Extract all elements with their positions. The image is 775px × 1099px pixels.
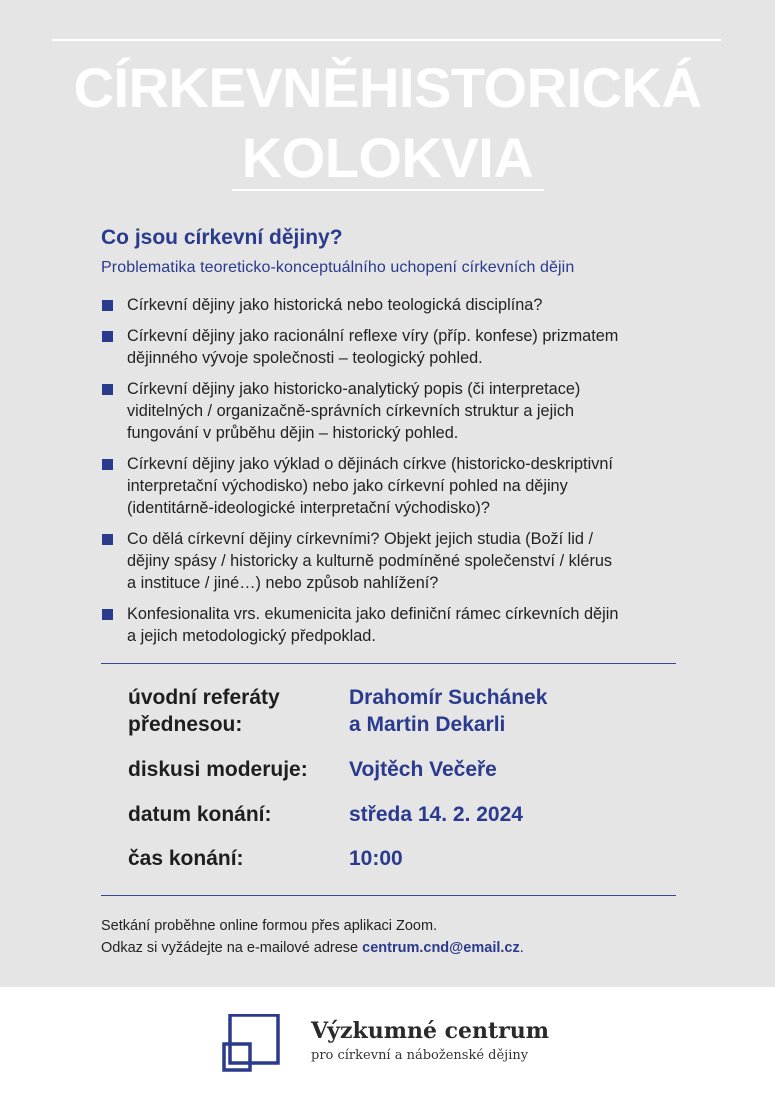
online-note: Setkání proběhne online formou přes aplikaci Zoom. [101, 918, 438, 934]
list-item [101, 603, 731, 647]
list-item [101, 378, 731, 444]
list-item-line: a instituce / jiné…) nebo způsob nahlížení? [127, 574, 439, 592]
speakers-label-line-1: úvodní referáty [128, 686, 280, 709]
speakers-value-line-1: Drahomír Suchánek [349, 686, 548, 709]
square-bullet-icon [102, 384, 113, 395]
date-label: datum konání: [128, 803, 272, 826]
contact-email-link[interactable]: centrum.cnd@email.cz [362, 940, 520, 956]
logo-title: Výzkumné centrum [311, 1018, 550, 1044]
list-item-line: Konfesionalita vrs. ekumenicita jako definiční rámec církevních dějin [127, 605, 619, 623]
research-centre-logo-icon [222, 1014, 282, 1074]
list-item-line: fungování v průběhu dějin – historický pohled. [127, 424, 459, 442]
time-value: 10:00 [349, 847, 403, 870]
date-value: středa 14. 2. 2024 [349, 803, 523, 826]
square-bullet-icon [102, 331, 113, 342]
speakers-label [128, 684, 280, 738]
logo-subtitle: pro církevní a náboženské dějiny [311, 1048, 529, 1063]
speakers-value [349, 684, 547, 738]
list-item-line: Církevní dějiny jako racionální reflexe víry (příp. konfese) prizmatem [127, 327, 619, 345]
top-divider [52, 39, 721, 41]
speakers-value-line-2: a Martin Dekarli [349, 713, 506, 736]
list-item-line: Co dělá církevní dějiny církevními? Objekt jejich studia (Boží lid / [127, 530, 594, 548]
list-item-line: a jejich metodologický předpoklad. [127, 627, 376, 645]
topic-heading: Co jsou církevní dějiny? [101, 226, 343, 249]
square-bullet-icon [102, 300, 113, 311]
contact-note-end: . [519, 940, 524, 956]
list-item-line: interpretační východisko) nebo jako církevní pohled na dějiny [127, 477, 568, 495]
moderator-value: Vojtěch Večeře [349, 758, 497, 781]
list-item-line: dějiny spásy / historicky a kulturně podmíněné společenství / klérus [127, 552, 613, 570]
contact-note-text: Odkaz si vyžádejte na e-mailové adrese [101, 940, 363, 956]
list-item [101, 325, 731, 369]
contact-note [101, 940, 524, 956]
list-item-line: (identitárně-ideologické interpretační východisko)? [127, 499, 490, 517]
section-divider-bottom [101, 895, 676, 896]
square-bullet-icon [102, 609, 113, 620]
square-bullet-icon [102, 459, 113, 470]
topic-subheading: Problematika teoreticko-konceptuálního uchopení církevních dějin [101, 259, 575, 276]
list-item [101, 528, 731, 594]
list-item-line: dějinného vývoje společnosti – teologický pohled. [127, 349, 483, 367]
square-bullet-icon [102, 534, 113, 545]
main-title-line-2: KOLOKVIA [241, 126, 534, 189]
list-item-line: Církevní dějiny jako výklad o dějinách církve (historicko-deskriptivní [127, 455, 613, 473]
speakers-label-line-2: přednesou: [128, 713, 243, 736]
list-item [101, 453, 731, 519]
section-divider-top [101, 663, 676, 664]
list-item-line: Církevní dějiny jako historicko-analytický popis (či interpretace) [127, 380, 581, 398]
main-title-line-1: CÍRKEVNĚHISTORICKÁ [73, 56, 702, 119]
title-underline [232, 189, 544, 191]
list-item-line: Církevní dějiny jako historická nebo teologická disciplína? [127, 296, 543, 314]
moderator-label: diskusi moderuje: [128, 758, 308, 781]
time-label: čas konání: [128, 847, 244, 870]
list-item-line: viditelných / organizačně-správních církevních struktur a jejich [127, 402, 575, 420]
question-list [101, 294, 731, 656]
list-item [101, 294, 731, 316]
